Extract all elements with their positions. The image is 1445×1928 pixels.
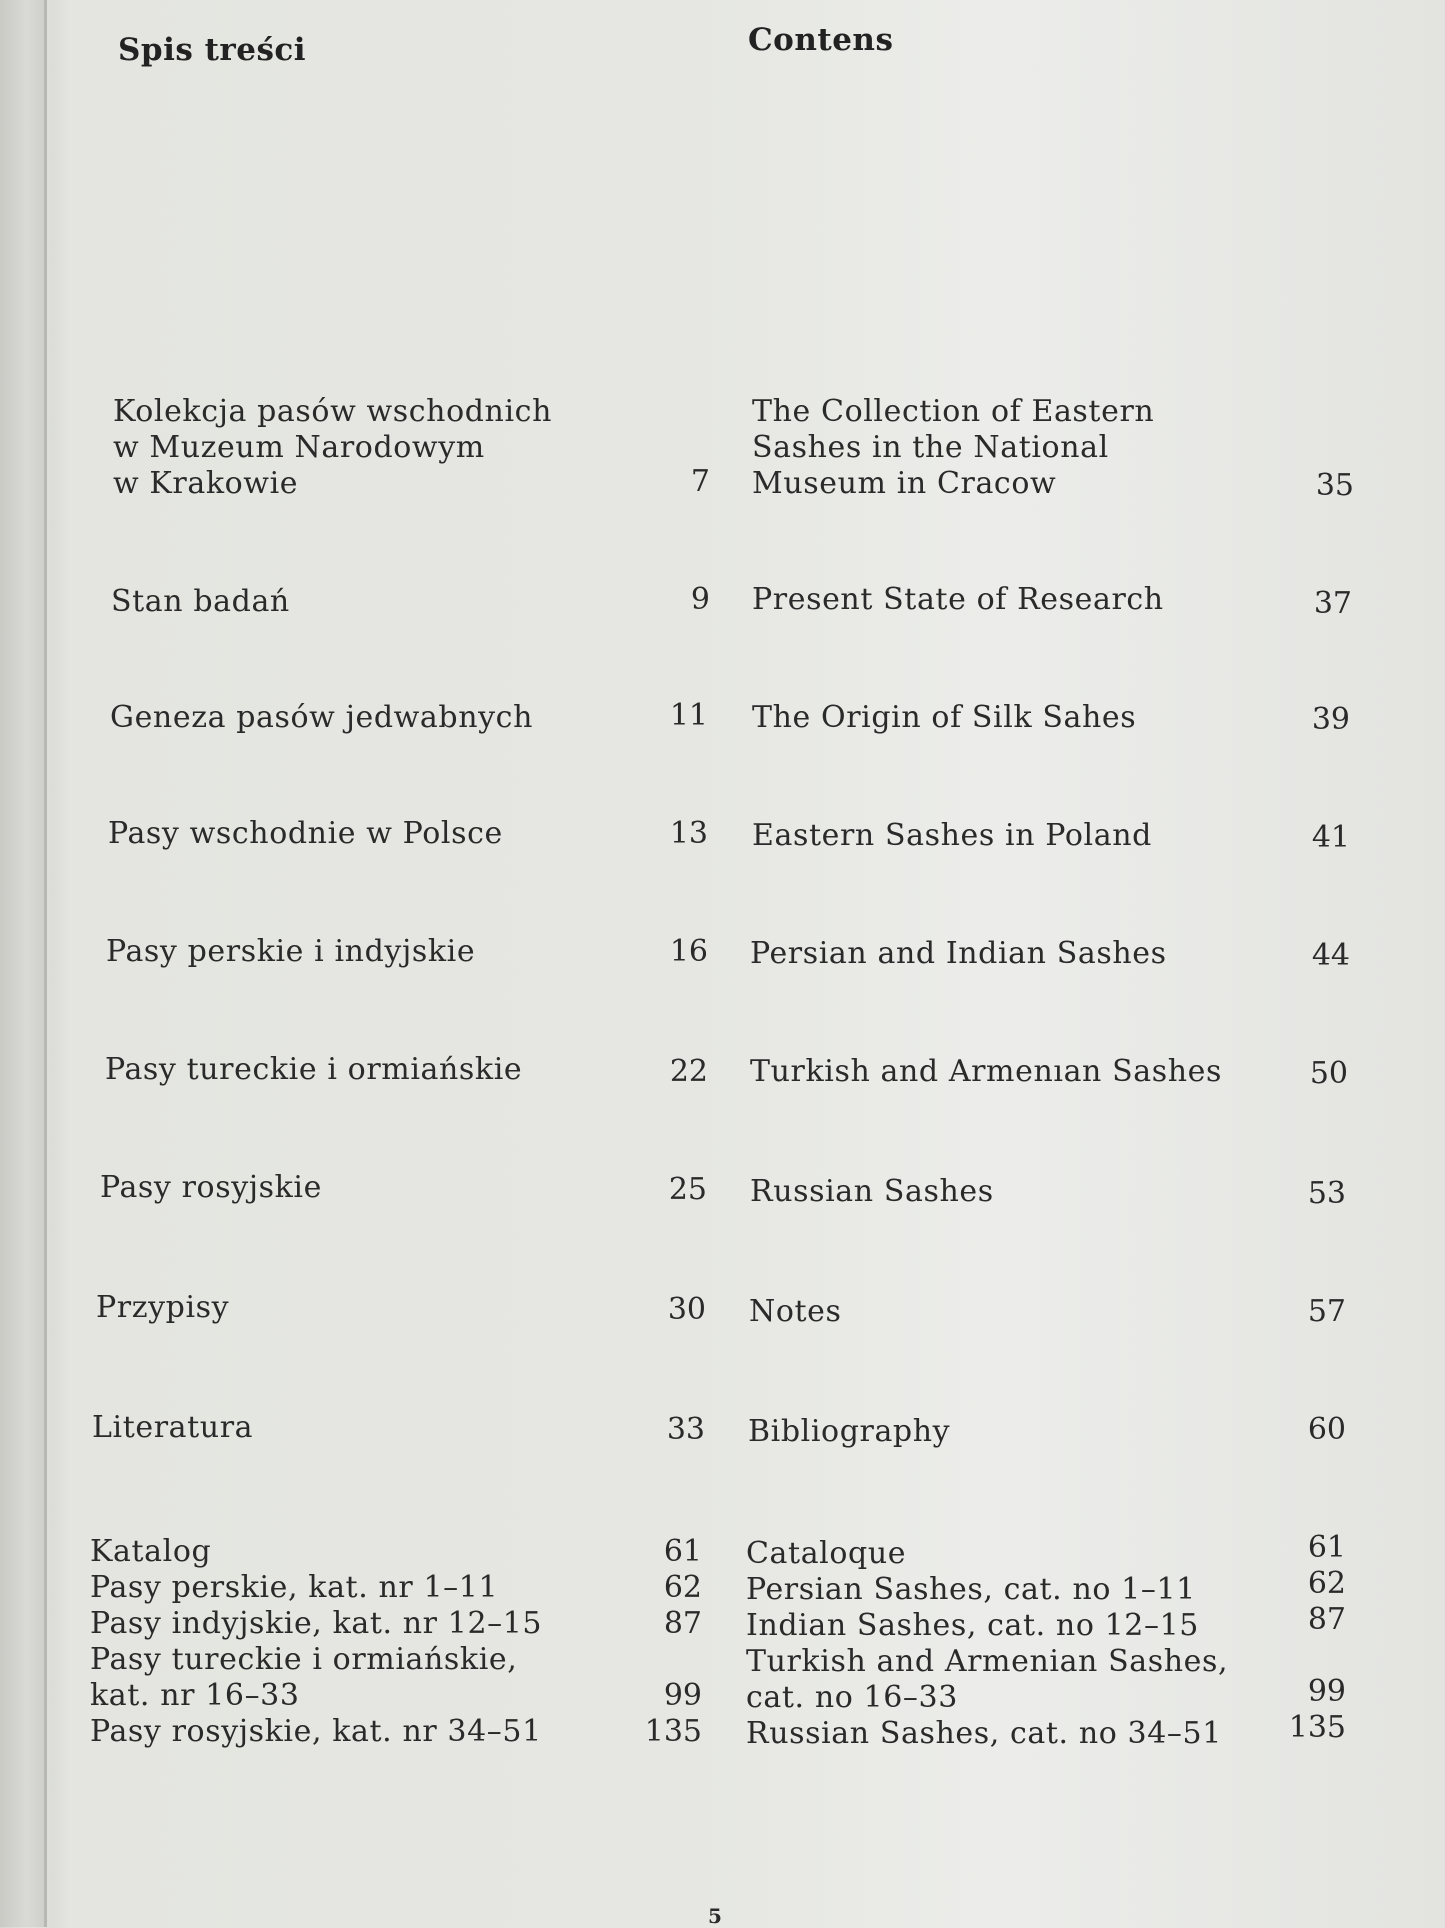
right-entry-1	[752, 394, 1154, 502]
right-entry-9-page: 60	[1307, 1412, 1346, 1447]
right-catalog-line-3: Indian Sashes, cat. no 12–15	[746, 1608, 1199, 1643]
right-catalog-page-3: 87	[1307, 1602, 1346, 1637]
right-entry-6: Turkish and Armenıan Sashes	[750, 1054, 1223, 1089]
right-entry-3-page: 39	[1311, 702, 1350, 737]
left-entry-5: Pasy perskie i indyjskie	[106, 934, 476, 969]
page-number: 5	[708, 1904, 722, 1928]
left-catalog-pages	[622, 1534, 702, 1750]
left-catalog-line-1: Katalog	[90, 1534, 212, 1569]
left-entry-2-page: 9	[690, 582, 710, 617]
left-catalog-line-5: kat. nr 16–33	[90, 1678, 300, 1713]
left-entry-1-page: 7	[690, 464, 710, 499]
right-catalog-page-2: 62	[1307, 1566, 1346, 1601]
right-entry-1-page: 35	[1315, 468, 1354, 503]
left-entry-3-page: 11	[669, 698, 708, 733]
left-catalog-page-6: 135	[644, 1714, 702, 1749]
book-spine	[0, 0, 44, 1927]
right-entry-5-page: 44	[1311, 938, 1350, 973]
right-catalog-line-6: Russian Sashes, cat. no 34–51	[746, 1716, 1222, 1751]
left-entry-1-line-2: w Muzeum Narodowym	[113, 430, 485, 465]
left-entry-4: Pasy wschodnie w Polsce	[108, 816, 503, 851]
right-entry-1-line-3: Museum in Cracow	[752, 466, 1057, 501]
right-catalog-page-6: 135	[1288, 1710, 1346, 1745]
right-entry-4: Eastern Sashes in Poland	[752, 818, 1152, 853]
right-catalog-pages	[1266, 1530, 1346, 1746]
right-heading: Contens	[748, 22, 894, 58]
right-catalog-line-5: cat. no 16–33	[746, 1680, 958, 1715]
left-entry-7-page: 25	[668, 1172, 707, 1207]
left-catalog-page-3: 87	[663, 1606, 702, 1641]
left-entry-5-page: 16	[669, 934, 708, 969]
right-entry-8: Notes	[749, 1294, 842, 1329]
right-catalog-page-blank	[1266, 1638, 1346, 1674]
left-catalog-line-3: Pasy indyjskie, kat. nr 12–15	[90, 1606, 543, 1641]
right-catalog-line-4: Turkish and Armenian Sashes,	[746, 1644, 1229, 1679]
right-catalog-line-1: Cataloque	[746, 1536, 907, 1571]
left-entry-1-line-1: Kolekcja pasów wschodnich	[113, 394, 552, 429]
left-catalog-page-2: 62	[663, 1570, 702, 1605]
right-catalog-page-1: 61	[1307, 1530, 1346, 1565]
left-entry-2: Stan badań	[111, 584, 290, 619]
left-entry-1	[113, 394, 552, 502]
right-entry-8-page: 57	[1307, 1294, 1346, 1329]
left-entry-6: Pasy tureckie i ormiańskie	[105, 1052, 523, 1087]
right-catalog	[746, 1536, 1228, 1752]
left-catalog-line-2: Pasy perskie, kat. nr 1–11	[90, 1570, 499, 1605]
left-entry-8-page: 30	[667, 1292, 706, 1327]
left-entry-6-page: 22	[669, 1054, 708, 1089]
left-entry-9-page: 33	[666, 1412, 705, 1447]
left-entry-4-page: 13	[669, 816, 708, 851]
left-catalog-page-1: 61	[663, 1534, 702, 1569]
right-entry-9: Bibliography	[748, 1414, 951, 1449]
left-catalog-page-5: 99	[663, 1678, 702, 1713]
right-entry-1-line-2: Sashes in the National	[752, 430, 1109, 465]
left-catalog-page-blank	[622, 1642, 702, 1678]
right-entry-7: Russian Sashes	[750, 1174, 994, 1209]
left-entry-9: Literatura	[92, 1410, 254, 1445]
gutter-line	[44, 0, 47, 1927]
right-catalog-page-5: 99	[1307, 1674, 1346, 1709]
left-catalog-line-6: Pasy rosyjskie, kat. nr 34–51	[90, 1714, 542, 1749]
right-entry-4-page: 41	[1311, 820, 1350, 855]
right-entry-7-page: 53	[1307, 1176, 1346, 1211]
right-entry-1-line-1: The Collection of Eastern	[752, 394, 1155, 429]
right-entry-2: Present State of Research	[752, 582, 1164, 617]
left-heading: Spis treści	[118, 32, 307, 68]
right-catalog-line-2: Persian Sashes, cat. no 1–11	[746, 1572, 1196, 1607]
right-entry-6-page: 50	[1309, 1056, 1348, 1091]
left-entry-7: Pasy rosyjskie	[100, 1170, 322, 1205]
left-catalog-line-4: Pasy tureckie i ormiańskie,	[90, 1642, 518, 1677]
right-entry-3: The Origin of Silk Sahes	[752, 700, 1137, 735]
right-entry-5: Persian and Indian Sashes	[750, 936, 1167, 971]
left-entry-3: Geneza pasów jedwabnych	[110, 700, 534, 735]
left-catalog	[90, 1534, 542, 1750]
left-entry-1-line-3: w Krakowie	[113, 466, 299, 501]
left-entry-8: Przypisy	[96, 1290, 230, 1325]
right-entry-2-page: 37	[1313, 586, 1352, 621]
